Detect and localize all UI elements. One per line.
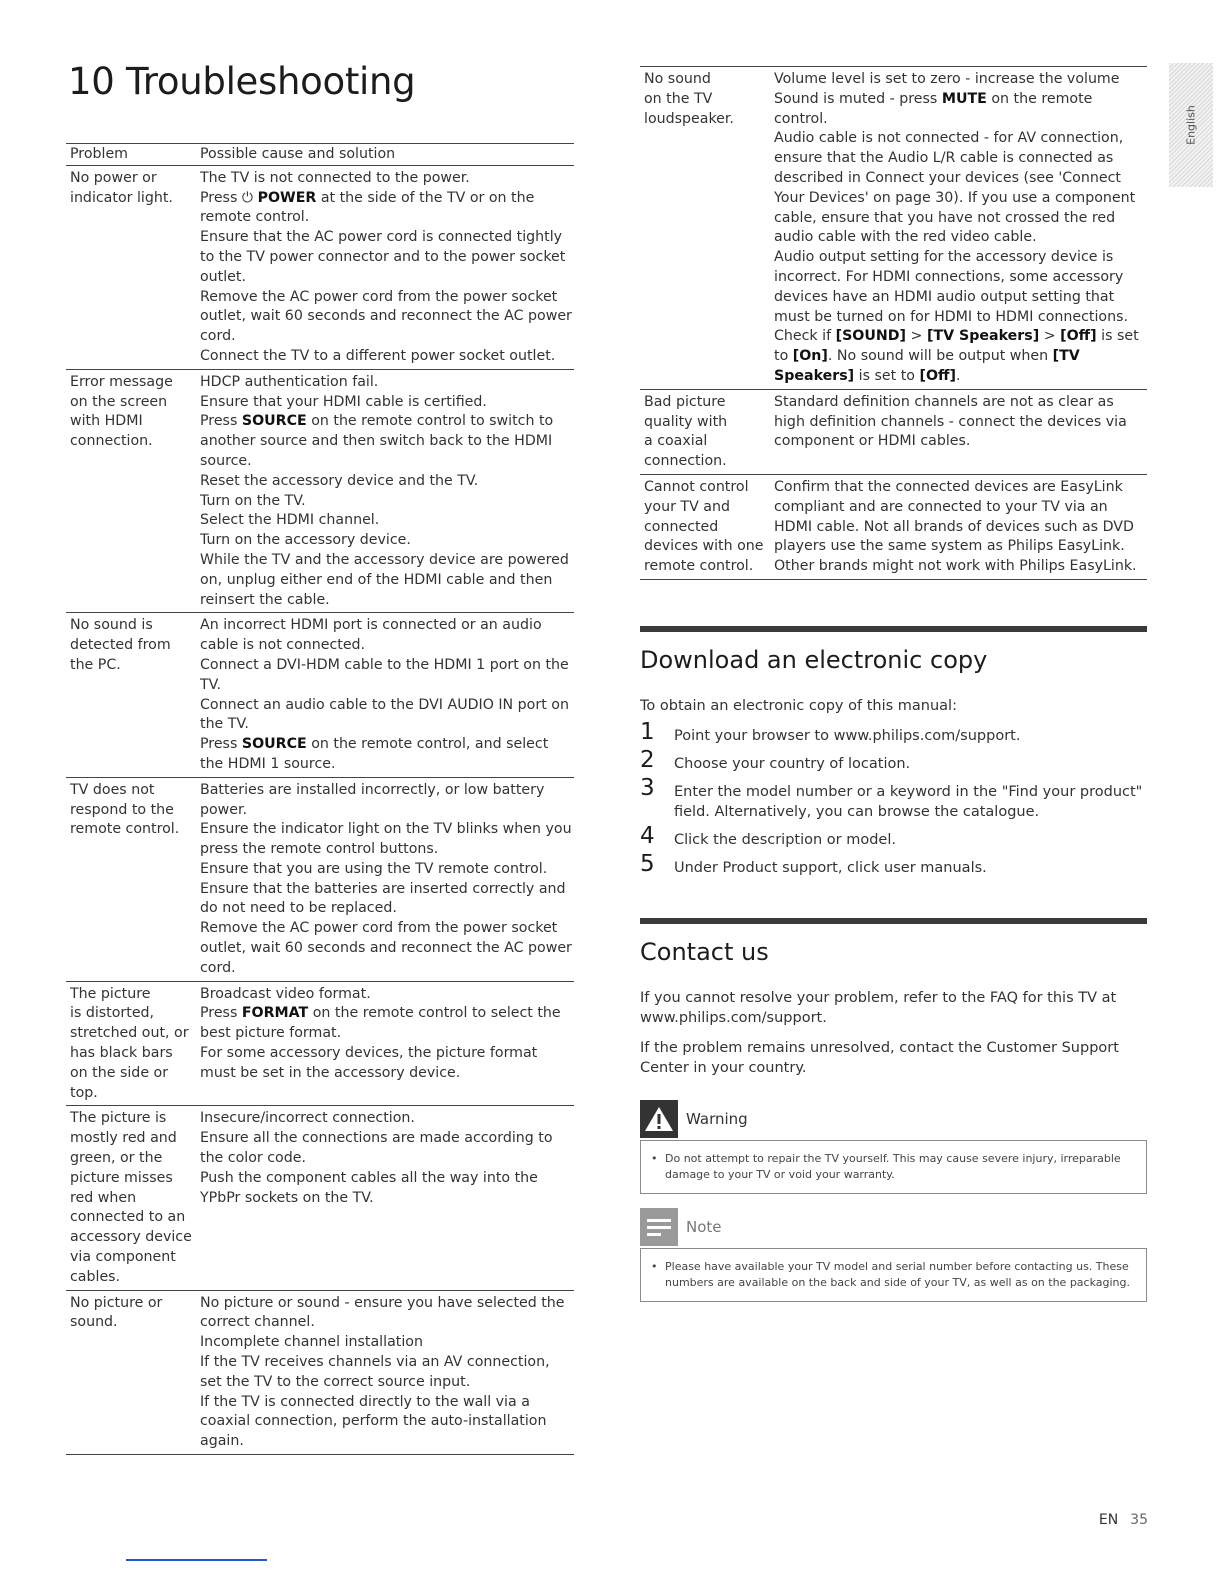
problem-text: devices with one: [644, 538, 764, 555]
problem-text: top.: [70, 1084, 98, 1101]
problem-text: Error message: [70, 373, 173, 390]
table-row: [66, 777, 574, 981]
solution-line: [200, 1393, 574, 1452]
solution-text: Turn on the TV.: [200, 492, 306, 509]
solution-line: [200, 1129, 574, 1169]
solution-line: [200, 1294, 574, 1334]
right-column: [640, 66, 1147, 1302]
note-box: • Please have available your TV model and serial number before contacting us. These numbers are available on the back and side of your TV, as well as on the packaging.: [640, 1248, 1147, 1302]
problem-text: the PC.: [70, 656, 121, 673]
solution-line: [200, 288, 574, 347]
problem-text: stretched out, or: [70, 1025, 189, 1042]
page-number: 35: [1130, 1512, 1148, 1528]
solution-text: Remove the AC power cord from the power socket outlet, wait 60 seconds and reconnect the AC power cord.: [200, 288, 572, 345]
solution-text: Connect the TV to a different power socket outlet.: [200, 347, 556, 364]
problem-text: quality with: [644, 413, 728, 430]
solution-line: [774, 90, 1147, 130]
problem-text: on the screen: [70, 393, 168, 410]
keyword-text: SOURCE: [241, 413, 307, 430]
problem-text: a coaxial: [644, 433, 708, 450]
problem-text: green, or the: [70, 1150, 163, 1167]
problem-text: TV does not: [70, 781, 155, 798]
problem-text: Cannot control: [644, 478, 749, 495]
contact-paragraph-2: If the problem remains unresolved, contact the Customer Support Center in your country.: [640, 1039, 1119, 1076]
solution-line: [200, 393, 574, 413]
solution-text: Press: [200, 736, 242, 753]
contact-heading: Contact us: [640, 937, 769, 966]
footer-language: EN: [1098, 1512, 1119, 1528]
solution-line: [200, 189, 574, 229]
solution-text: on the remote control, and select the HDMI 1 source.: [200, 736, 549, 772]
solution-text: .: [956, 367, 961, 384]
contact-paragraph-1: If you cannot resolve your problem, refer to the FAQ for this TV at www.philips.com/support.: [640, 989, 1117, 1026]
solution-text: Ensure all the connections are made according to the color code.: [200, 1130, 553, 1167]
solution-line: [200, 412, 574, 471]
section-divider: [640, 918, 1147, 924]
step-text: Under Product support, click user manuals.: [674, 859, 987, 876]
solution-cell: [194, 613, 574, 777]
solution-text: Sound is muted - press: [774, 90, 942, 107]
table-row: [66, 165, 574, 369]
download-steps: [640, 718, 1147, 878]
troubleshooting-table-continued: [640, 66, 1147, 580]
download-heading: Download an electronic copy: [640, 645, 988, 674]
solution-text: An incorrect HDMI port is connected or an audio cable is not connected.: [200, 617, 542, 654]
solution-line: [200, 656, 574, 696]
warning-icon: [640, 1100, 678, 1138]
solution-line: [774, 248, 1147, 327]
solution-line: [774, 478, 1147, 577]
solution-line: [200, 228, 574, 287]
left-column: [66, 60, 574, 1455]
step-item: [640, 718, 1147, 746]
solution-cell: [194, 981, 574, 1106]
keyword-text: SOURCE: [241, 736, 307, 753]
language-tab: [1169, 63, 1213, 187]
step-number: 4: [640, 822, 655, 849]
solution-text: on the remote control to switch to another source and then switch back to the HDMI source.: [200, 413, 554, 469]
solution-text: Check if: [774, 328, 836, 345]
table-row: [640, 474, 1147, 579]
solution-line: [200, 696, 574, 736]
solution-line: [774, 393, 1147, 452]
header-solution: Possible cause and solution: [200, 146, 396, 162]
solution-text: Reset the accessory device and the TV.: [200, 472, 479, 489]
solution-cell: [194, 165, 574, 369]
solution-text: Audio output setting for the accessory device is incorrect. For HDMI connections, some accessory devices have an HDMI audio output setting that must be turned on for HDMI to HDMI connections.: [774, 249, 1128, 325]
step-item: [640, 746, 1147, 774]
solution-text: Press: [200, 1005, 242, 1022]
problem-text: The picture is: [70, 1110, 167, 1127]
step-text: Enter the model number or a keyword in the "Find your product" field. Alternatively, you can browse the catalogue.: [674, 783, 1143, 820]
solution-text: If the TV is connected directly to the wall via a coaxial connection, perform the auto-installation again.: [200, 1393, 547, 1450]
solution-line: [200, 373, 574, 393]
solution-line: [200, 551, 574, 610]
solution-text: Remove the AC power cord from the power socket outlet, wait 60 seconds and reconnect the AC power cord.: [200, 920, 572, 976]
solution-line: [200, 735, 574, 775]
note-icon: [640, 1208, 678, 1246]
solution-text: Press: [200, 413, 242, 430]
step-item: [640, 822, 1147, 850]
problem-text: is distorted,: [70, 1005, 155, 1022]
table-body-left: [66, 165, 574, 1454]
solution-text: Ensure that your HDMI cable is certified.: [200, 393, 487, 410]
solution-line: [774, 70, 1147, 90]
solution-line: [200, 511, 574, 531]
problem-cell: [640, 474, 768, 579]
problem-text: mostly red and: [70, 1130, 177, 1147]
step-text: Point your browser to www.philips.com/support.: [674, 727, 1021, 744]
table-row: [66, 613, 574, 777]
problem-text: No picture or: [70, 1294, 163, 1311]
solution-text: Audio cable is not connected - for AV connection, ensure that the Audio L/R cable is connected as described in Connect your devices (see 'Connect Your Devices' on page 30). If you use a component cable, ensure that you have not crossed the red audio cable with the red video cable.: [774, 130, 1136, 246]
problem-text: connected to an: [70, 1209, 186, 1226]
table-row: [66, 981, 574, 1106]
table-row: [640, 389, 1147, 474]
keyword-text: [On]: [792, 348, 828, 365]
solution-line: [200, 472, 574, 492]
problem-text: respond to the: [70, 801, 174, 818]
solution-text: Batteries are installed incorrectly, or low battery power.: [200, 781, 545, 818]
table-row: [66, 1106, 574, 1290]
keyword-text: [TV Speakers]: [774, 348, 1080, 384]
step-number: 5: [640, 850, 655, 877]
solution-text: Standard definition channels are not as clear as high definition channels - connect the devices via component or HDMI cables.: [774, 393, 1127, 450]
solution-cell: [194, 777, 574, 981]
problem-text: via component: [70, 1249, 176, 1266]
warning-box: • Do not attempt to repair the TV yourself. This may cause severe injury, irreparable damage to your TV or void your warranty.: [640, 1140, 1147, 1194]
problem-text: No sound is: [70, 617, 153, 634]
solution-line: [200, 880, 574, 920]
solution-line: [200, 1353, 574, 1393]
download-intro: To obtain an electronic copy of this manual:: [640, 697, 957, 714]
solution-text: Ensure that you are using the TV remote control.: [200, 860, 548, 877]
solution-cell: [194, 369, 574, 613]
keyword-text: FORMAT: [241, 1005, 309, 1022]
problem-text: picture misses: [70, 1169, 173, 1186]
solution-line: [200, 1333, 574, 1353]
solution-line: [200, 1044, 574, 1084]
problem-text: detected from: [70, 637, 171, 654]
problem-text: connection.: [644, 453, 727, 470]
solution-text: Insecure/incorrect connection.: [200, 1110, 415, 1127]
bottom-rule: [126, 1559, 267, 1561]
keyword-text: [Off]: [919, 367, 957, 384]
problem-text: connection.: [70, 433, 153, 450]
problem-cell: [66, 1290, 194, 1454]
solution-line: [200, 492, 574, 512]
solution-text: on the remote control to select the best picture format.: [200, 1005, 561, 1042]
problem-text: loudspeaker.: [644, 110, 734, 127]
solution-text: HDCP authentication fail.: [200, 373, 379, 390]
keyword-text: [SOUND]: [835, 328, 907, 345]
solution-cell: [768, 389, 1147, 474]
solution-line: [200, 919, 574, 978]
solution-text: Ensure that the AC power cord is connected tightly to the TV power connector and to the power socket outlet.: [200, 229, 566, 285]
problem-text: connected: [644, 518, 719, 535]
section-divider: [640, 626, 1147, 632]
problem-cell: [640, 67, 768, 390]
problem-text: cables.: [70, 1268, 121, 1285]
keyword-text: [Off]: [1060, 328, 1097, 345]
problem-text: with HDMI: [70, 413, 143, 430]
warning-label: Warning: [686, 1109, 748, 1128]
header-problem: Problem: [70, 146, 129, 162]
keyword-text: POWER: [257, 189, 317, 206]
table-row: [640, 67, 1147, 390]
problem-text: remote control.: [70, 821, 180, 838]
solution-text: Confirm that the connected devices are EasyLink compliant and are connected to your TV via an HDMI cable. Not all brands of devices such as DVD players use the same system as Philips EasyLink. Other brands might not work with Philips EasyLink.: [774, 478, 1137, 575]
solution-line: [200, 1169, 574, 1209]
problem-text: red when: [70, 1189, 137, 1206]
solution-cell: [194, 1290, 574, 1454]
page-footer: [1099, 1512, 1148, 1528]
problem-text: No power or: [70, 169, 157, 186]
problem-text: No sound: [644, 71, 711, 87]
solution-line: [200, 1109, 574, 1129]
troubleshooting-table: [66, 143, 574, 1455]
problem-text: on the side or: [70, 1064, 169, 1081]
solution-line: [774, 327, 1147, 386]
solution-line: [200, 860, 574, 880]
solution-line: [774, 129, 1147, 248]
solution-line: [200, 169, 574, 189]
solution-text: Turn on the accessory device.: [200, 532, 411, 549]
problem-cell: [66, 1106, 194, 1290]
solution-text: >: [1039, 328, 1061, 345]
problem-cell: [640, 389, 768, 474]
solution-text: . No sound will be output when: [827, 348, 1053, 365]
solution-line: [200, 616, 574, 656]
solution-text: Select the HDMI channel.: [200, 512, 380, 529]
note-header: [640, 1208, 1147, 1246]
problem-text: on the TV: [644, 90, 713, 107]
problem-text: indicator light.: [70, 189, 173, 206]
problem-text: sound.: [70, 1314, 118, 1331]
page-title: 10 Troubleshooting: [68, 60, 416, 103]
step-text: Click the description or model.: [674, 831, 896, 848]
problem-text: accessory device: [70, 1229, 192, 1246]
solution-text: >: [906, 328, 927, 345]
problem-cell: [66, 777, 194, 981]
step-item: [640, 774, 1147, 822]
solution-line: [200, 1004, 574, 1044]
keyword-text: [TV Speakers]: [926, 328, 1040, 345]
solution-text: No picture or sound - ensure you have selected the correct channel.: [200, 1294, 565, 1331]
solution-text: The TV is not connected to the power.: [200, 169, 470, 186]
solution-text: on the remote control.: [774, 90, 1093, 127]
solution-text: If the TV receives channels via an AV connection, set the TV to the correct source input.: [200, 1354, 550, 1390]
solution-text: Connect an audio cable to the DVI AUDIO IN port on the TV.: [200, 696, 569, 733]
solution-text: Broadcast video format.: [200, 985, 371, 1002]
table-header-row: [66, 144, 574, 166]
solution-line: [200, 347, 574, 367]
keyword-text: MUTE: [941, 90, 987, 107]
solution-cell: [768, 474, 1147, 579]
step-text: Choose your country of location.: [674, 755, 911, 772]
problem-text: your TV and: [644, 498, 730, 515]
problem-text: Bad picture: [644, 393, 726, 410]
solution-cell: [768, 67, 1147, 390]
solution-line: [200, 985, 574, 1005]
problem-text: has black bars: [70, 1045, 173, 1062]
solution-line: [200, 781, 574, 821]
solution-cell: [194, 1106, 574, 1290]
problem-cell: [66, 369, 194, 613]
problem-text: The picture: [70, 985, 151, 1002]
step-item: [640, 850, 1147, 878]
step-number: 1: [640, 718, 655, 745]
step-number: 3: [640, 774, 655, 801]
solution-text: is set to: [774, 328, 1139, 365]
table-row: [66, 369, 574, 613]
problem-cell: [66, 165, 194, 369]
solution-text: While the TV and the accessory device are powered on, unplug either end of the HDMI cable and then reinsert the cable.: [200, 551, 569, 608]
solution-text: Ensure the indicator light on the TV blinks when you press the remote control buttons.: [200, 821, 572, 858]
solution-text: at the side of the TV or on the remote control.: [200, 189, 535, 226]
solution-text: Press ⏻: [200, 189, 258, 206]
solution-text: For some accessory devices, the picture format must be set in the accessory device.: [200, 1045, 538, 1081]
table-row: [66, 1290, 574, 1454]
table-body-right: [640, 67, 1147, 580]
solution-text: is set to: [854, 367, 920, 384]
problem-text: remote control.: [644, 558, 754, 575]
solution-text: Volume level is set to zero - increase the volume: [774, 71, 1120, 87]
solution-text: Incomplete channel installation: [200, 1334, 423, 1351]
problem-cell: [66, 613, 194, 777]
solution-line: [200, 820, 574, 860]
language-tab-label: English: [1184, 105, 1198, 145]
warning-header: [640, 1100, 1147, 1138]
problem-cell: [66, 981, 194, 1106]
step-number: 2: [640, 746, 655, 773]
solution-text: Push the component cables all the way into the YPbPr sockets on the TV.: [200, 1169, 538, 1206]
solution-text: Ensure that the batteries are inserted correctly and do not need to be replaced.: [200, 880, 566, 917]
note-label: Note: [686, 1217, 722, 1236]
solution-text: Connect a DVI-HDM cable to the HDMI 1 port on the TV.: [200, 656, 569, 693]
solution-line: [200, 531, 574, 551]
